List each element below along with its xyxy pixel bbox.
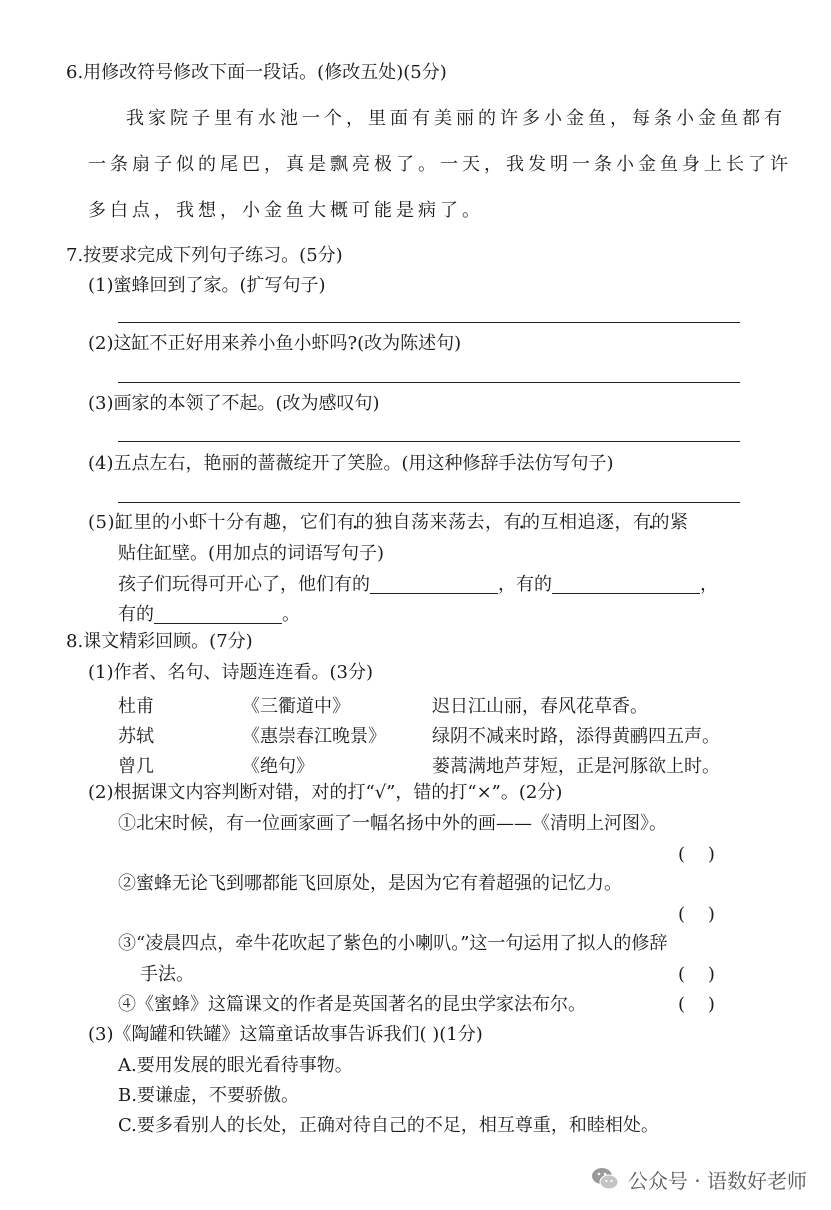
q7-item-3: (3)画家的本领了不起。(改为感叹句) (88, 393, 380, 414)
option-c[interactable]: C.要多看别人的长处，正确对待自己的不足，相互尊重，和睦相处。 (118, 1115, 659, 1136)
judge-answer-2[interactable]: ( ) (678, 904, 715, 925)
q7-item-4: (4)五点左右，艳丽的蔷薇绽开了笑脸。(用这种修辞手法仿写句子) (88, 453, 614, 474)
q8-part2-title: (2)根据课文内容判断对错，对的打“√”，错的打“×”。(2分) (88, 782, 563, 803)
judge-answer-3[interactable]: ( ) (678, 964, 715, 985)
poem-line-2[interactable]: 绿阴不减来时路，添得黄鹂四五声。 (432, 726, 720, 747)
answer-line-2[interactable] (118, 382, 740, 383)
author-3[interactable]: 曾几 (118, 756, 154, 777)
judge-answer-4[interactable]: ( ) (678, 994, 715, 1015)
q6-paragraph-line-1: 我家院子里有水池一个，里面有美丽的许多小金鱼，每条小金鱼都有 (126, 108, 786, 129)
q7-item-5-line-3: 孩子们玩得可开心了，他们有的 ，有的 ， (118, 574, 718, 595)
q7-item-5-line-1: (5)缸里的小虾十分有趣，它们有的独自荡来荡去，有的互相追逐，有的紧 (88, 512, 689, 533)
poem-line-3[interactable]: 蒌蒿满地芦芽短，正是河豚欲上时。 (432, 756, 720, 777)
fill-blank-3[interactable] (154, 605, 282, 624)
author-1[interactable]: 杜甫 (118, 696, 154, 717)
judge-statement-1: ①北宋时候，有一位画家画了一幅名扬中外的画——《清明上河图》。 (118, 813, 667, 834)
judge-statement-2: ②蜜蜂无论飞到哪都能飞回原处，是因为它有着超强的记忆力。 (118, 873, 622, 894)
watermark (590, 1164, 807, 1194)
q7-title: 7.按要求完成下列句子练习。(5分) (66, 245, 343, 266)
poem-line-1[interactable]: 迟日江山丽，春风花草香。 (432, 696, 648, 717)
q6-paragraph-line-2: 一条扇子似的尾巴，真是飘亮极了。一天，我发明一条小金鱼身上长了许 (88, 154, 792, 175)
watermark-text: 公众号 · 语数好老师 (627, 1168, 807, 1193)
option-b[interactable]: B.要谦虚，不要骄傲。 (118, 1085, 299, 1106)
dotted-word: 有的 (503, 512, 541, 533)
q8-part3-title: (3)《陶罐和铁罐》这篇童话故事告诉我们( )(1分) (88, 1024, 483, 1045)
judge-statement-3-cont: 手法。 (140, 964, 194, 985)
option-a[interactable]: A.要用发展的眼光看待事物。 (118, 1055, 353, 1076)
answer-line-1[interactable] (118, 322, 740, 323)
answer-line-3[interactable] (118, 441, 740, 442)
q6-paragraph-line-3: 多白点，我想，小金鱼大概可能是病了。 (88, 200, 484, 221)
judge-statement-3: ③“凌晨四点，牵牛花吹起了紫色的小喇叭。”这一句运用了拟人的修辞 (118, 933, 668, 954)
poem-title-1[interactable]: 《三衢道中》 (242, 696, 350, 717)
fill-blank-1[interactable] (370, 575, 498, 594)
q8-title: 8.课文精彩回顾。(7分) (66, 631, 253, 652)
q7-item-2: (2)这缸不正好用来养小鱼小虾吗?(改为陈述句) (88, 333, 462, 354)
author-2[interactable]: 苏轼 (118, 726, 154, 747)
judge-answer-1[interactable]: ( ) (678, 844, 715, 865)
q8-part1-title: (1)作者、名句、诗题连连看。(3分) (88, 662, 373, 683)
poem-title-2[interactable]: 《惠崇春江晚景》 (242, 726, 386, 747)
poem-title-3[interactable]: 《绝句》 (242, 756, 314, 777)
answer-line-4[interactable] (118, 502, 740, 503)
q7-item-1: (1)蜜蜂回到了家。(扩写句子) (88, 275, 326, 296)
wechat-icon (590, 1164, 620, 1194)
judge-statement-4: ④《蜜蜂》这篇课文的作者是英国著名的昆虫学家法布尔。 (118, 994, 586, 1015)
fill-blank-2[interactable] (552, 575, 700, 594)
dotted-word: 有的 (337, 512, 374, 533)
q6-title: 6.用修改符号修改下面一段话。(修改五处)(5分) (66, 62, 447, 83)
dotted-word: 有的 (633, 512, 670, 533)
q7-item-5-line-4: 有的 。 (118, 604, 300, 625)
q7-item-5-line-2: 贴住缸壁。(用加点的词语写句子) (118, 543, 385, 564)
